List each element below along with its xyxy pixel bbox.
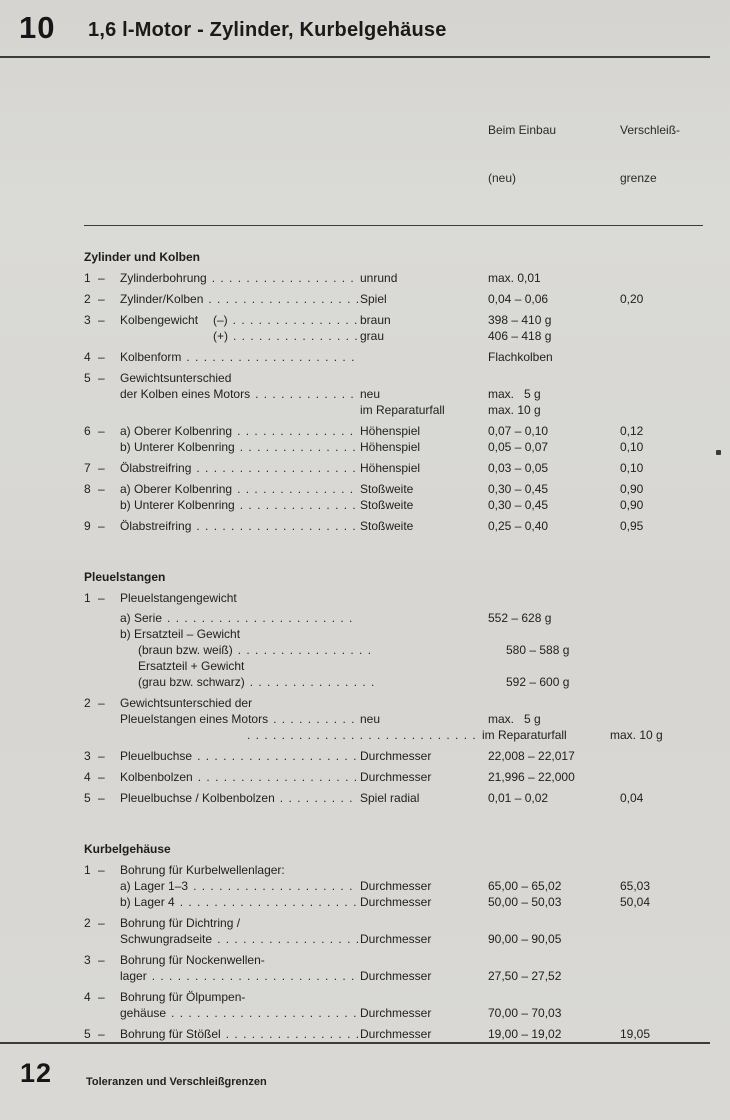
table-line <box>84 727 710 743</box>
table-row <box>84 481 710 513</box>
spec-value-installed: 19,00 – 19,02 <box>488 1027 562 1041</box>
spec-attribute: Stoßweite <box>360 498 414 512</box>
row-number: 3 <box>84 313 91 327</box>
table-line <box>84 931 710 947</box>
spec-value-installed: 0,04 – 0,06 <box>488 292 549 306</box>
table-line <box>84 370 710 386</box>
table-section <box>84 249 710 534</box>
row-label: der Kolben eines Motors <box>120 387 251 401</box>
row-number: 2 <box>84 916 91 930</box>
spec-value-installed: 0,07 – 0,10 <box>488 424 549 438</box>
row-dash: – <box>98 313 105 327</box>
row-label: a) Oberer Kolbenring <box>120 482 233 496</box>
spec-attribute: Durchmesser <box>360 749 432 763</box>
row-label-cell <box>120 711 360 727</box>
section-title: Kurbelgehäuse <box>84 842 171 856</box>
spec-wear-limit: 0,04 <box>620 791 644 805</box>
table-line <box>84 642 710 658</box>
table-row <box>84 915 710 947</box>
row-dash: – <box>98 1027 105 1041</box>
row-label-cell <box>120 328 360 344</box>
dot-leader <box>226 1026 358 1042</box>
row-label: b) Ersatzteil – Gewicht <box>120 627 241 641</box>
header-rule <box>0 56 710 58</box>
table-line <box>84 968 710 984</box>
row-label: Zylinderbohrung <box>120 271 207 285</box>
spec-attribute: Höhenspiel <box>360 461 421 475</box>
row-label-cell <box>120 727 482 743</box>
row-label: Ölabstreifring <box>120 519 192 533</box>
dot-leader <box>238 642 376 658</box>
spec-attribute: Stoßweite <box>360 482 414 496</box>
page-title: 1,6 l-Motor - Zylinder, Kurbelgehäuse <box>88 19 447 41</box>
spec-value-installed: 0,03 – 0,05 <box>488 461 549 475</box>
table-line <box>84 481 710 497</box>
table-section <box>84 569 710 806</box>
table-row <box>84 748 710 764</box>
row-label-cell <box>120 423 360 439</box>
row-dash: – <box>98 350 105 364</box>
dot-leader <box>208 291 358 307</box>
spec-wear-limit: 19,05 <box>620 1027 651 1041</box>
row-dash: – <box>98 916 105 930</box>
table-row <box>84 349 710 365</box>
table-line <box>84 674 710 690</box>
row-label-cell <box>120 878 360 894</box>
row-label: a) Oberer Kolbenring <box>120 424 233 438</box>
row-dash: – <box>98 696 105 710</box>
table-line <box>84 952 710 968</box>
chapter-number: 10 <box>19 10 56 45</box>
table-line <box>84 658 710 674</box>
table-line <box>84 328 710 344</box>
spec-table <box>84 90 710 1042</box>
table-line <box>84 349 710 365</box>
table-line <box>84 878 710 894</box>
row-dash: – <box>98 990 105 1004</box>
dot-leader <box>280 790 358 806</box>
spec-attribute: Durchmesser <box>360 879 432 893</box>
row-dash: – <box>98 461 105 475</box>
row-label: Ölabstreifring <box>120 461 192 475</box>
table-line <box>84 460 710 476</box>
row-label: Kolbengewicht <box>120 313 199 327</box>
row-label: Pleuelbuchse / Kolbenbolzen <box>120 791 275 805</box>
dot-leader <box>171 1005 358 1021</box>
table-line <box>84 402 710 418</box>
row-dash: – <box>98 371 105 385</box>
row-label-cell <box>120 460 360 476</box>
spec-value-installed: 90,00 – 90,05 <box>488 932 562 946</box>
row-label: Pleuelstangen eines Motors <box>120 712 269 726</box>
section-title: Pleuelstangen <box>84 570 166 584</box>
table-line <box>84 748 710 764</box>
dot-leader <box>196 518 358 534</box>
row-label-cell <box>120 894 360 910</box>
page-number: 12 <box>20 1058 53 1088</box>
spec-attribute: Durchmesser <box>360 770 432 784</box>
table-line <box>84 915 710 931</box>
spec-wear-limit: 0,20 <box>620 292 644 306</box>
row-label-code: (–) <box>213 313 228 327</box>
row-label: Pleuelstangengewicht <box>120 591 237 605</box>
table-line <box>84 989 710 1005</box>
footer-rule <box>0 1042 710 1044</box>
spec-attribute: Durchmesser <box>360 932 432 946</box>
row-label: a) Lager 1–3 <box>120 879 189 893</box>
row-label-cell <box>120 497 360 513</box>
row-label: Bohrung für Kurbelwellenlager: <box>120 863 285 877</box>
dot-leader <box>180 894 358 910</box>
spec-wear-limit: 0,90 <box>620 482 644 496</box>
spec-value-installed: 592 – 600 g <box>506 675 570 689</box>
row-label-cell <box>120 952 360 968</box>
row-label-cell <box>120 349 360 365</box>
spec-attribute: im Reparaturfall <box>482 728 567 742</box>
table-line <box>84 386 710 402</box>
row-label: Bohrung für Dichtring / <box>120 916 241 930</box>
row-dash: – <box>98 749 105 763</box>
row-label: b) Lager 4 <box>120 895 175 909</box>
spec-attribute: Höhenspiel <box>360 440 421 454</box>
spec-value-installed: 0,01 – 0,02 <box>488 791 549 805</box>
spec-value-installed: 21,996 – 22,000 <box>488 770 575 784</box>
spec-value-installed: 580 – 588 g <box>506 643 570 657</box>
row-label: (braun bzw. weiß) <box>138 643 233 657</box>
row-number: 4 <box>84 990 91 1004</box>
table-line <box>84 862 710 878</box>
table-column-headers <box>84 90 710 218</box>
column-header-spacer <box>84 90 488 218</box>
spec-value-installed: 552 – 628 g <box>488 611 552 625</box>
row-label-cell <box>120 610 360 626</box>
row-label: Gewichtsunterschied der <box>120 696 253 710</box>
row-label-cell <box>120 386 360 402</box>
table-line <box>84 711 710 727</box>
spec-value-installed: 0,25 – 0,40 <box>488 519 549 533</box>
row-label-cell <box>120 915 360 931</box>
spec-value-installed: max. 10 g <box>488 403 541 417</box>
row-label-cell <box>120 931 360 947</box>
spec-value-installed: max. 5 g <box>488 712 541 726</box>
spec-attribute: grau <box>360 329 385 343</box>
table-line <box>84 790 710 806</box>
row-label-cell <box>120 370 360 386</box>
spec-attribute: neu <box>360 712 381 726</box>
row-label: Gewichtsunterschied <box>120 371 232 385</box>
row-label: b) Unterer Kolbenring <box>120 440 235 454</box>
dot-leader <box>186 349 358 365</box>
row-number: 7 <box>84 461 91 475</box>
table-line <box>84 518 710 534</box>
row-label-cell <box>120 518 360 534</box>
spec-attribute: Durchmesser <box>360 1027 432 1041</box>
row-label: Zylinder/Kolben <box>120 292 204 306</box>
spec-value-installed: max. 0,01 <box>488 271 541 285</box>
table-section <box>84 841 710 1042</box>
table-line <box>84 769 710 785</box>
row-label: (grau bzw. schwarz) <box>138 675 245 689</box>
row-label-cell <box>120 481 360 497</box>
row-label-cell <box>120 769 360 785</box>
spec-value-installed: 22,008 – 22,017 <box>488 749 575 763</box>
row-label-cell <box>120 312 360 328</box>
table-row <box>84 790 710 806</box>
spec-value-installed: 27,50 – 27,52 <box>488 969 562 983</box>
row-number: 5 <box>84 371 91 385</box>
dot-leader <box>250 674 376 690</box>
row-dash: – <box>98 863 105 877</box>
scan-artifact-speck <box>716 450 721 455</box>
row-number: 5 <box>84 791 91 805</box>
table-row <box>84 695 710 743</box>
row-number: 6 <box>84 424 91 438</box>
section-title: Zylinder und Kolben <box>84 250 200 264</box>
row-label-cell <box>120 658 378 674</box>
dot-leader <box>197 748 358 764</box>
row-label: Bohrung für Stößel <box>120 1027 221 1041</box>
spec-wear-limit: 50,04 <box>620 895 651 909</box>
dot-leader <box>212 270 358 286</box>
dot-leader <box>152 968 358 984</box>
row-dash: – <box>98 791 105 805</box>
table-row <box>84 312 710 344</box>
spec-attribute: Durchmesser <box>360 969 432 983</box>
row-number: 1 <box>84 863 91 877</box>
row-dash: – <box>98 424 105 438</box>
spec-attribute: Höhenspiel <box>360 424 421 438</box>
spec-value-installed: 65,00 – 65,02 <box>488 879 562 893</box>
row-label: Kolbenbolzen <box>120 770 193 784</box>
table-line <box>84 497 710 513</box>
table-row <box>84 291 710 307</box>
spec-wear-limit: 0,10 <box>620 440 644 454</box>
spec-attribute: im Reparaturfall <box>360 403 445 417</box>
spec-attribute: Durchmesser <box>360 895 432 909</box>
spec-value-installed: 70,00 – 70,03 <box>488 1006 562 1020</box>
dot-leader <box>247 727 480 743</box>
table-line <box>84 291 710 307</box>
row-label-cell <box>120 590 360 606</box>
row-label: Pleuelbuchse <box>120 749 193 763</box>
row-dash: – <box>98 482 105 496</box>
footer-label: Toleranzen und Verschleißgrenzen <box>86 1076 267 1088</box>
dot-leader <box>198 769 358 785</box>
row-dash: – <box>98 953 105 967</box>
spec-value-installed: 398 – 410 g <box>488 313 552 327</box>
spec-attribute: Spiel radial <box>360 791 420 805</box>
spec-value-installed: 0,30 – 0,45 <box>488 498 549 512</box>
spec-attribute: Stoßweite <box>360 519 414 533</box>
row-number: 4 <box>84 350 91 364</box>
spec-attribute: neu <box>360 387 381 401</box>
dot-leader <box>255 386 358 402</box>
row-number: 1 <box>84 591 91 605</box>
spec-wear-limit: 65,03 <box>620 879 651 893</box>
row-number: 5 <box>84 1027 91 1041</box>
spec-attribute: braun <box>360 313 391 327</box>
row-label-cell <box>120 968 360 984</box>
row-number: 8 <box>84 482 91 496</box>
table-sections <box>84 249 710 1042</box>
row-label: Bohrung für Nockenwellen- <box>120 953 265 967</box>
row-label-cell <box>120 1026 360 1042</box>
dot-leader <box>193 878 358 894</box>
table-line <box>84 695 710 711</box>
row-label-cell <box>120 748 360 764</box>
dot-leader <box>196 460 358 476</box>
row-label: Kolbenform <box>120 350 182 364</box>
row-dash: – <box>98 292 105 306</box>
spec-value-installed: 406 – 418 g <box>488 329 552 343</box>
table-line <box>84 270 710 286</box>
spec-value-installed: 0,05 – 0,07 <box>488 440 549 454</box>
row-label-code: (+) <box>213 329 228 343</box>
table-row <box>84 952 710 984</box>
spec-value-installed: max. 5 g <box>488 387 541 401</box>
spec-attribute: Durchmesser <box>360 1006 432 1020</box>
table-line <box>84 610 710 626</box>
dot-leader <box>273 711 358 727</box>
spec-attribute: Spiel <box>360 292 387 306</box>
row-label: lager <box>120 969 147 983</box>
table-row <box>84 460 710 476</box>
dot-leader <box>167 610 358 626</box>
row-label-cell <box>120 674 378 690</box>
spec-wear-limit: 0,90 <box>620 498 644 512</box>
table-line <box>84 1026 710 1042</box>
dot-leader <box>237 481 358 497</box>
dot-leader <box>233 312 358 328</box>
row-number: 3 <box>84 749 91 763</box>
dot-leader <box>233 328 358 344</box>
row-label: Ersatzteil + Gewicht <box>138 659 245 673</box>
dot-leader <box>240 439 358 455</box>
table-line <box>84 439 710 455</box>
spec-value-installed: 0,30 – 0,45 <box>488 482 549 496</box>
row-label-cell <box>120 642 378 658</box>
dot-leader <box>237 423 358 439</box>
column-header-installed: Beim Einbau (neu) <box>488 123 557 185</box>
spec-wear-limit: 0,12 <box>620 424 644 438</box>
row-label: b) Unterer Kolbenring <box>120 498 235 512</box>
column-header-wear: Verschleiß- grenze <box>620 123 681 185</box>
table-row <box>84 423 710 455</box>
row-label-cell <box>120 862 360 878</box>
table-row <box>84 862 710 910</box>
row-label-cell <box>120 790 360 806</box>
table-row <box>84 769 710 785</box>
spec-wear-limit: 0,95 <box>620 519 644 533</box>
row-label: Schwungradseite <box>120 932 213 946</box>
spec-attribute: unrund <box>360 271 398 285</box>
row-label-cell <box>120 270 360 286</box>
row-label: Bohrung für Ölpumpen- <box>120 990 246 1004</box>
row-number: 9 <box>84 519 91 533</box>
row-label-cell <box>120 291 360 307</box>
row-number: 2 <box>84 292 91 306</box>
table-line <box>84 1005 710 1021</box>
table-row <box>84 270 710 286</box>
row-dash: – <box>98 519 105 533</box>
row-label-cell <box>120 695 360 711</box>
table-row <box>84 590 710 690</box>
spec-value-installed: max. 10 g <box>610 728 663 742</box>
table-line <box>84 590 710 606</box>
row-label-cell <box>120 989 360 1005</box>
dot-leader <box>217 931 358 947</box>
row-dash: – <box>98 271 105 285</box>
row-label: a) Serie <box>120 611 163 625</box>
spec-value-installed: 50,00 – 50,03 <box>488 895 562 909</box>
spec-wear-limit: 0,10 <box>620 461 644 475</box>
table-row <box>84 989 710 1021</box>
table-line <box>84 894 710 910</box>
table-row <box>84 518 710 534</box>
row-label-cell <box>120 439 360 455</box>
row-dash: – <box>98 770 105 784</box>
dot-leader <box>240 497 358 513</box>
row-number: 1 <box>84 271 91 285</box>
spec-value-installed: Flachkolben <box>488 350 553 364</box>
table-line <box>84 312 710 328</box>
table-line <box>84 423 710 439</box>
row-label-cell <box>120 1005 360 1021</box>
row-number: 2 <box>84 696 91 710</box>
row-number: 4 <box>84 770 91 784</box>
table-row <box>84 1026 710 1042</box>
row-label: gehäuse <box>120 1006 167 1020</box>
row-label-cell <box>120 626 360 642</box>
row-dash: – <box>98 591 105 605</box>
table-row <box>84 370 710 418</box>
table-line <box>84 626 710 642</box>
row-number: 3 <box>84 953 91 967</box>
column-header-rule <box>84 225 703 226</box>
